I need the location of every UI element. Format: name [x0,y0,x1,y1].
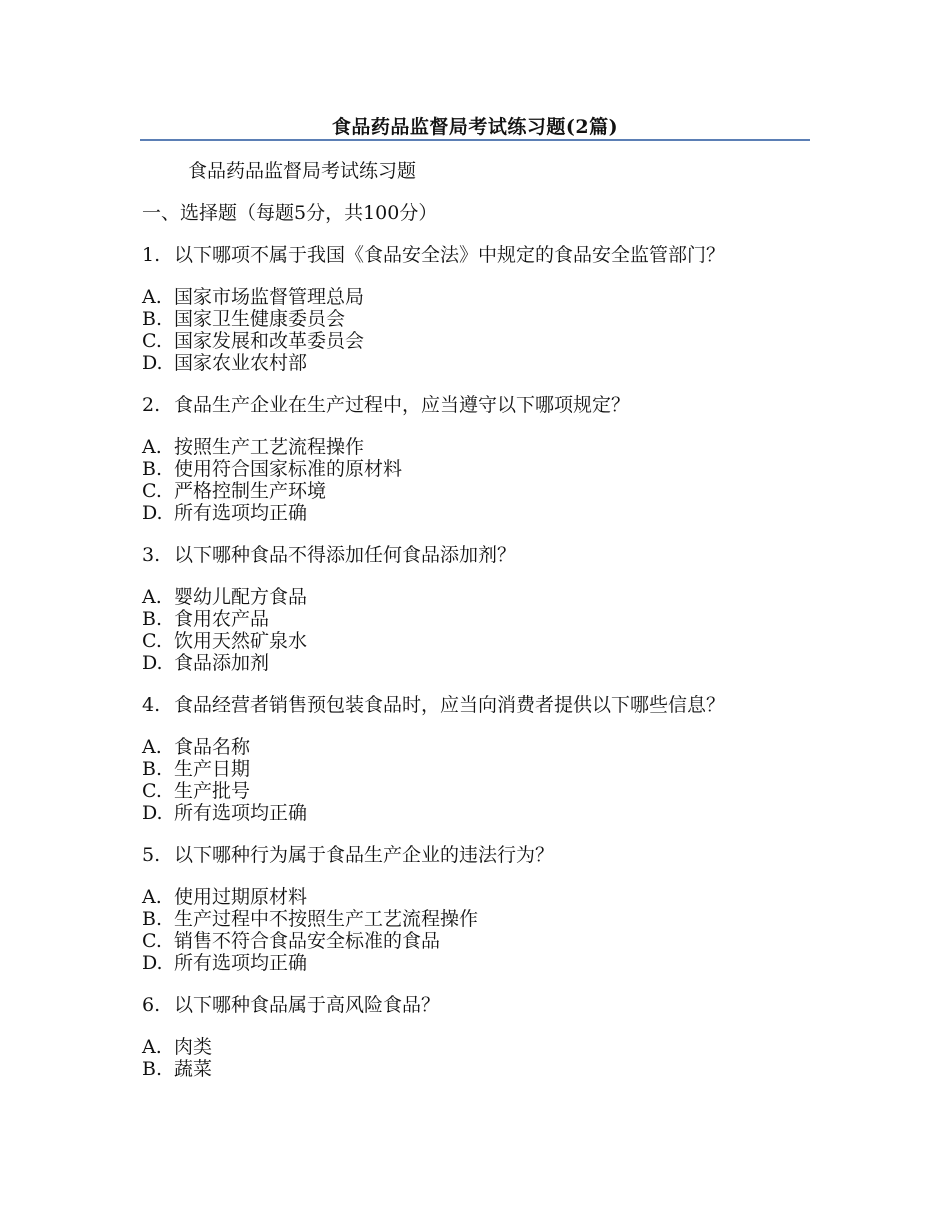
option-item [142,1036,812,1058]
question-number: 4. [142,694,161,716]
question-number: 6. [142,994,161,1016]
option-text: 蔬菜 [174,1058,213,1080]
option-letter: B. [142,308,163,330]
option-letter: A. [142,286,162,308]
document-title: 食品药品监督局考试练习题(2篇) [331,116,619,138]
option-letter: D. [142,952,163,974]
option-letter: C. [142,480,162,502]
option-item [142,908,812,930]
question-text [142,994,812,1016]
option-item [142,952,812,974]
option-text: 所有选项均正确 [174,502,308,524]
option-text: 生产过程中不按照生产工艺流程操作 [174,908,479,930]
option-list [142,886,812,974]
option-letter: C. [142,780,162,802]
option-list [142,586,812,674]
option-text: 所有选项均正确 [174,952,308,974]
option-item [142,630,812,652]
option-item [142,586,812,608]
option-item [142,652,812,674]
option-item [142,608,812,630]
question-number: 5. [142,844,161,866]
option-letter: D. [142,802,163,824]
option-list [142,736,812,824]
option-item [142,436,812,458]
option-text: 食用农产品 [174,608,270,630]
question-item [142,394,812,524]
option-text: 肉类 [174,1036,213,1058]
question-number: 1. [142,244,161,266]
question-stem: 以下哪种食品属于高风险食品？ [174,994,441,1016]
question-stem: 食品生产企业在生产过程中，应当遵守以下哪项规定？ [174,394,631,416]
question-text [142,844,812,866]
question-text [142,544,812,566]
option-letter: A. [142,1036,162,1058]
question-item [142,244,812,374]
option-text: 严格控制生产环境 [174,480,327,502]
question-list [142,244,812,1080]
question-text [142,394,812,416]
option-letter: C. [142,930,162,952]
title-divider [140,139,810,141]
option-list [142,286,812,374]
option-letter: B. [142,908,163,930]
question-number: 3. [142,544,161,566]
option-letter: D. [142,352,163,374]
option-item [142,930,812,952]
question-text [142,694,812,716]
option-text: 饮用天然矿泉水 [174,630,308,652]
option-letter: B. [142,458,163,480]
option-item [142,1058,812,1080]
option-text: 国家卫生健康委员会 [174,308,346,330]
option-list [142,436,812,524]
section-heading: 一、选择题（每题5分，共100分） [142,202,438,224]
question-stem: 食品经营者销售预包装食品时，应当向消费者提供以下哪些信息？ [174,694,726,716]
option-text: 所有选项均正确 [174,802,308,824]
option-item [142,758,812,780]
option-text: 婴幼儿配方食品 [174,586,308,608]
question-text [142,244,812,266]
option-item [142,308,812,330]
option-text: 销售不符合食品安全标准的食品 [174,930,441,952]
option-text: 按照生产工艺流程操作 [174,436,365,458]
option-item [142,286,812,308]
option-list [142,1036,812,1080]
option-letter: B. [142,608,163,630]
option-item [142,736,812,758]
option-letter: C. [142,330,162,352]
option-letter: A. [142,736,162,758]
option-text: 国家发展和改革委员会 [174,330,365,352]
option-item [142,802,812,824]
option-letter: A. [142,436,162,458]
question-item [142,544,812,674]
question-item [142,844,812,974]
option-text: 国家农业农村部 [174,352,308,374]
option-text: 生产日期 [174,758,251,780]
option-item [142,458,812,480]
question-stem: 以下哪项不属于我国《食品安全法》中规定的食品安全监管部门？ [174,244,726,266]
option-item [142,352,812,374]
document-body [142,160,812,1100]
option-text: 生产批号 [174,780,251,802]
option-item [142,886,812,908]
document-subtitle: 食品药品监督局考试练习题 [188,160,417,182]
question-item [142,694,812,824]
option-text: 食品名称 [174,736,251,758]
option-letter: A. [142,586,162,608]
option-letter: C. [142,630,162,652]
option-item [142,502,812,524]
option-text: 使用符合国家标准的原材料 [174,458,403,480]
question-item [142,994,812,1080]
option-letter: D. [142,652,163,674]
option-item [142,480,812,502]
option-text: 食品添加剂 [174,652,270,674]
question-stem: 以下哪种食品不得添加任何食品添加剂？ [174,544,517,566]
option-item [142,330,812,352]
option-text: 使用过期原材料 [174,886,308,908]
option-letter: A. [142,886,162,908]
option-text: 国家市场监督管理总局 [174,286,365,308]
option-letter: D. [142,502,163,524]
option-item [142,780,812,802]
option-letter: B. [142,758,163,780]
question-number: 2. [142,394,161,416]
question-stem: 以下哪种行为属于食品生产企业的违法行为？ [174,844,555,866]
option-letter: B. [142,1058,163,1080]
